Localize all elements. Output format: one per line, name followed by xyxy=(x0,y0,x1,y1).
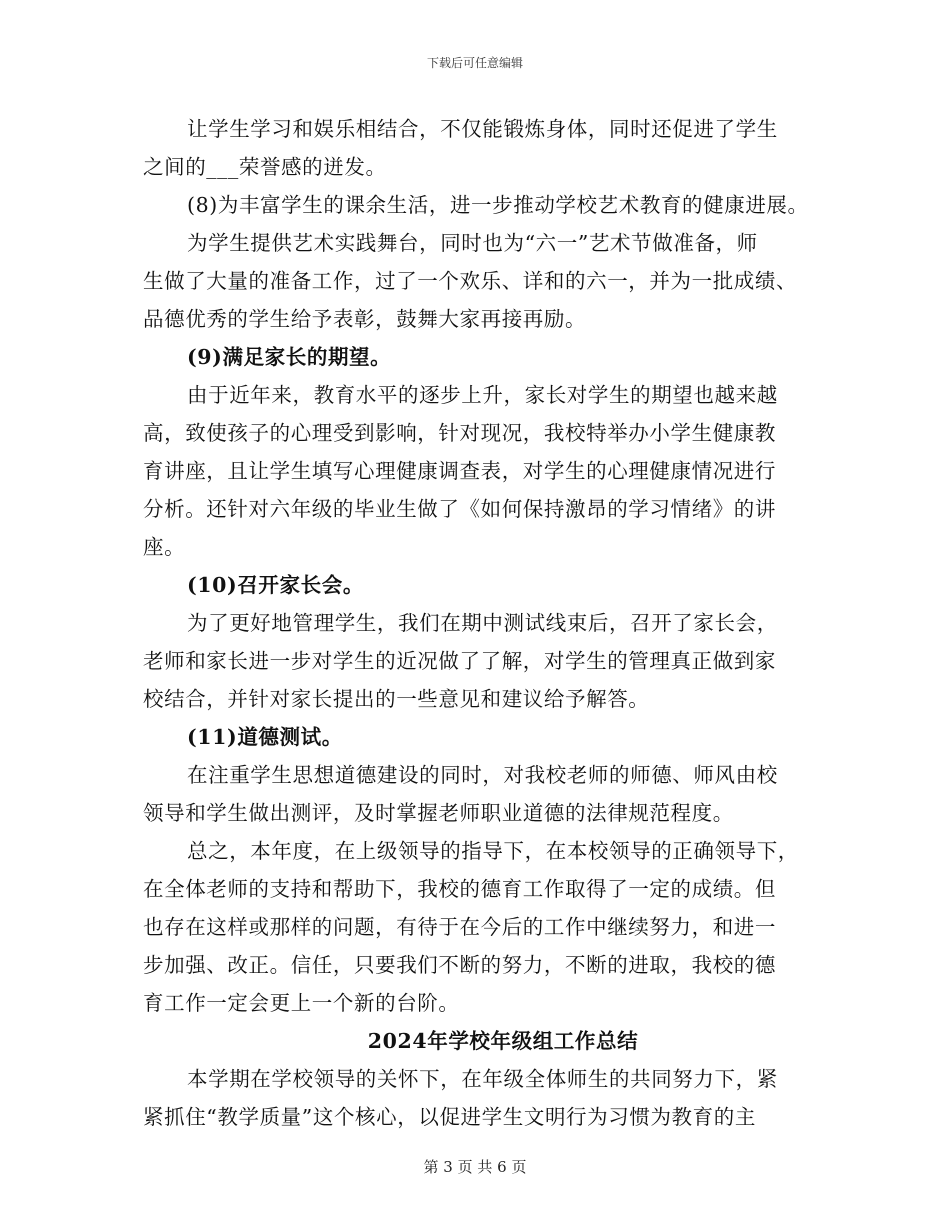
text-line: 让学生学习和娱乐相结合，不仅能锻炼身体，同时还促进了学生 xyxy=(187,117,778,141)
text-line: 育工作一定会更上一个新的台阶。 xyxy=(143,991,460,1015)
text-line: 生做了大量的准备工作，过了一个欢乐、详和的六一，并为一批成绩、 xyxy=(143,269,798,293)
text-line: 紧抓住“教学质量”这个核心，以促进学生文明行为习惯为教育的主 xyxy=(143,1105,756,1129)
text-line: 总之，本年度，在上级领导的指导下，在本校领导的正确领导下， xyxy=(187,839,799,863)
document-body xyxy=(143,110,823,1136)
subsection-heading: (11)道德测试。 xyxy=(187,725,343,749)
text-line: (8)为丰富学生的课余生活，进一步推动学校艺术教育的健康进展。 xyxy=(187,193,809,217)
text-line: 座。 xyxy=(143,535,186,559)
text-line: 为学生提供艺术实践舞台，同时也为“六一”艺术节做准备，师 xyxy=(187,231,758,255)
text-line: 品德优秀的学生给予表彰，鼓舞大家再接再励。 xyxy=(143,307,587,331)
text-line: 本学期在学校领导的关怀下，在年级全体师生的共同努力下，紧 xyxy=(187,1067,778,1091)
page-footer: 第 3 页 共 6 页 xyxy=(423,1158,527,1176)
text-line: 步加强、改正。信任，只要我们不断的努力，不断的进取，我校的德 xyxy=(143,953,776,977)
page-header: 下载后可任意编辑 xyxy=(426,56,523,70)
subsection-heading: (10)召开家长会。 xyxy=(187,573,364,597)
text-line: 由于近年来，教育水平的逐步上升，家长对学生的期望也越来越 xyxy=(187,383,778,407)
text-line: 也存在这样或那样的问题，有待于在今后的工作中继续努力，和进一 xyxy=(143,915,776,939)
section-heading: 2024年学校年级组工作总结 xyxy=(367,1029,639,1053)
text-line: 老师和家长进一步对学生的近况做了了解，对学生的管理真正做到家 xyxy=(143,649,776,673)
text-line: 领导和学生做出测评，及时掌握老师职业道德的法律规范程度。 xyxy=(143,801,734,825)
text-line: 校结合，并针对家长提出的一些意见和建议给予解答。 xyxy=(143,687,650,711)
text-line: 在全体老师的支持和帮助下，我校的德育工作取得了一定的成绩。但 xyxy=(143,877,776,901)
text-line: 分析。还针对六年级的毕业生做了《如何保持激昂的学习情绪》的讲 xyxy=(143,497,776,521)
text-line: 为了更好地管理学生，我们在期中测试线束后，召开了家长会， xyxy=(187,611,778,635)
subsection-heading: (9)满足家长的期望。 xyxy=(187,345,392,369)
text-line: 在注重学生思想道德建设的同时，对我校老师的师德、师风由校 xyxy=(187,763,778,787)
text-line: 之间的___荣誉感的迸发。 xyxy=(143,155,387,179)
text-line: 育讲座，且让学生填写心理健康调查表，对学生的心理健康情况进行 xyxy=(143,459,776,483)
text-line: 高，致使孩子的心理受到影响，针对现况，我校特举办小学生健康教 xyxy=(143,421,776,445)
